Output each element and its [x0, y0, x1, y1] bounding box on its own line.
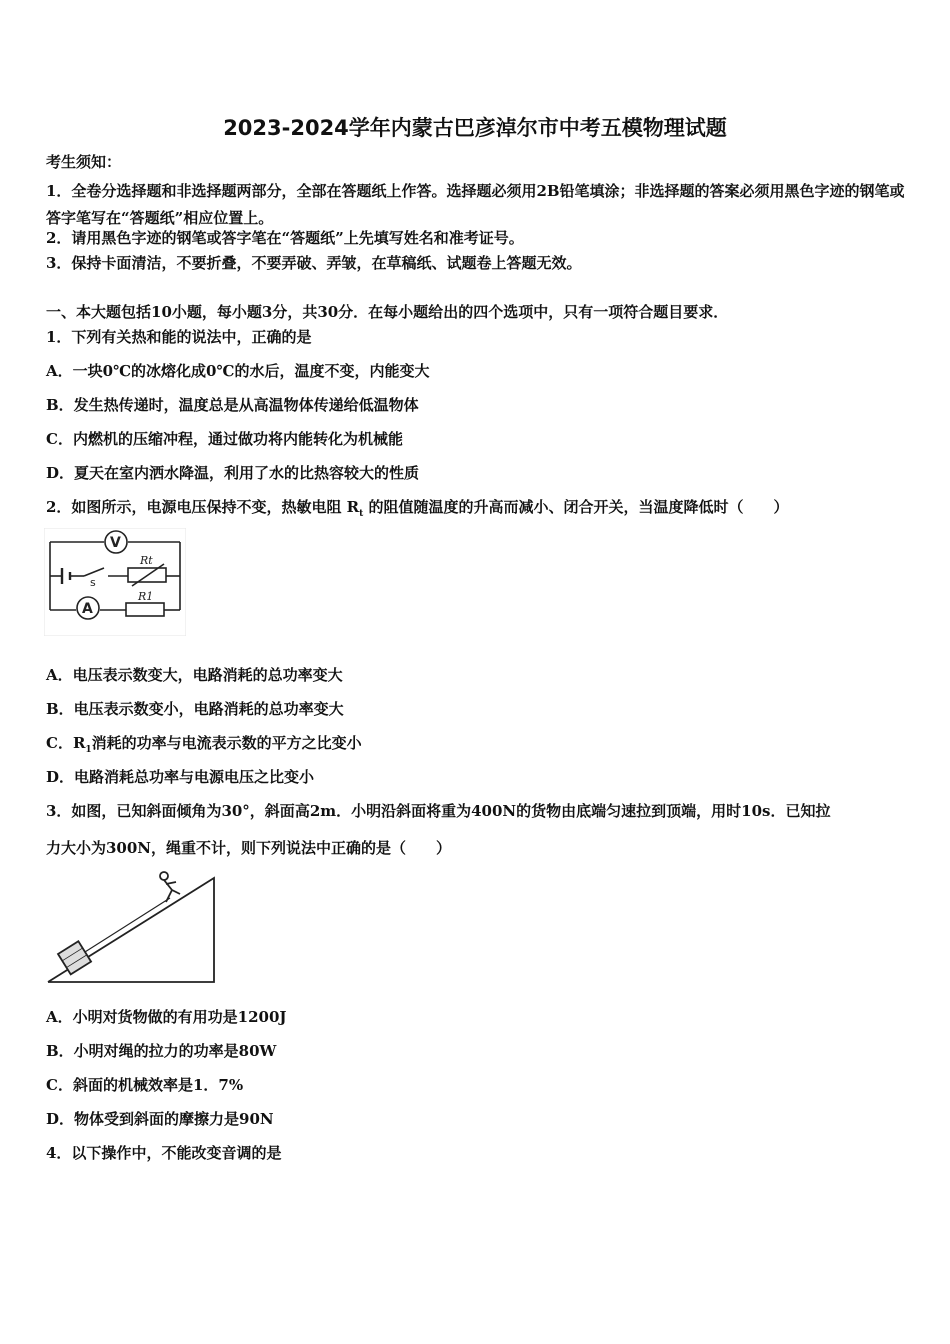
q3-stem-line2: 力大小为300N，绳重不计，则下列说法中正确的是（ ）: [46, 839, 452, 857]
person-pulling-icon: [160, 872, 180, 902]
q2-option-b: B．电压表示数变小，电路消耗的总功率变大: [46, 700, 344, 718]
voltmeter-label: V: [110, 535, 121, 551]
notice-item-3: 3．保持卡面清洁，不要折叠，不要弄破、弄皱，在草稿纸、试题卷上答题无效。: [46, 254, 582, 272]
resistor-label: R1: [138, 590, 154, 603]
switch-label: s: [90, 576, 96, 589]
q3-option-d: D．物体受到斜面的摩擦力是90N: [46, 1110, 274, 1128]
ammeter-label: A: [82, 601, 93, 617]
q3-stem-line1: 3．如图，已知斜面倾角为30°，斜面高2m．小明沿斜面将重为400N的货物由底端匀速拉到顶端，用时10s．已知拉: [46, 802, 831, 820]
q2-option-c: C．$R_1$消耗的功率与电流表示数的平方之比变小: [46, 734, 362, 755]
notice-item-1: 1．全卷分选择题和非选择题两部分，全部在答题纸上作答。选择题必须用2B铅笔填涂；非选择题的答案必须用黑色字迹的钢笔或答字笔写在“答题纸”相应位置上。: [46, 182, 905, 227]
q3-option-a: A．小明对货物做的有用功是1200J: [46, 1008, 287, 1026]
thermistor-label: Rt: [140, 554, 153, 567]
q2-stem: 2．如图所示，电源电压保持不变，热敏电阻 $R_t$ 的阻值随温度的升高而减小、闭合开关，当温度降低时（ ）: [46, 498, 789, 519]
cargo-box-icon: [58, 941, 91, 974]
q3-option-b: B．小明对绳的拉力的功率是80W: [46, 1042, 277, 1060]
q4-stem: 4．以下操作中，不能改变音调的是: [46, 1144, 282, 1162]
q2-option-d: D．电路消耗总功率与电源电压之比变小: [46, 768, 315, 786]
q1-option-b: B．发生热传递时，温度总是从高温物体传递给低温物体: [46, 396, 419, 414]
q1-option-d: D．夏天在室内洒水降温，利用了水的比热容较大的性质: [46, 464, 420, 482]
page-title: 2023-2024学年内蒙古巴彦淖尔市中考五模物理试题: [223, 116, 727, 140]
q3-option-c: C．斜面的机械效率是1．7%: [46, 1076, 244, 1094]
q1-option-c: C．内燃机的压缩冲程，通过做功将内能转化为机械能: [46, 430, 403, 448]
incline-diagram: [44, 868, 220, 988]
section-instructions: 一、本大题包括10小题，每小题3分，共30分．在每小题给出的四个选项中，只有一项符合题目要求．: [46, 303, 729, 321]
q2-option-a: A．电压表示数变大，电路消耗的总功率变大: [46, 666, 343, 684]
q1-stem: 1．下列有关热和能的说法中，正确的是: [46, 328, 312, 346]
circuit-diagram: [44, 528, 186, 636]
notice-heading: 考生须知：: [46, 153, 122, 171]
q1-option-a: A．一块0℃的冰熔化成0℃的水后，温度不变，内能变大: [46, 362, 430, 380]
notice-item-2: 2．请用黑色字迹的钢笔或答字笔在“答题纸”上先填写姓名和准考证号。: [46, 229, 524, 247]
